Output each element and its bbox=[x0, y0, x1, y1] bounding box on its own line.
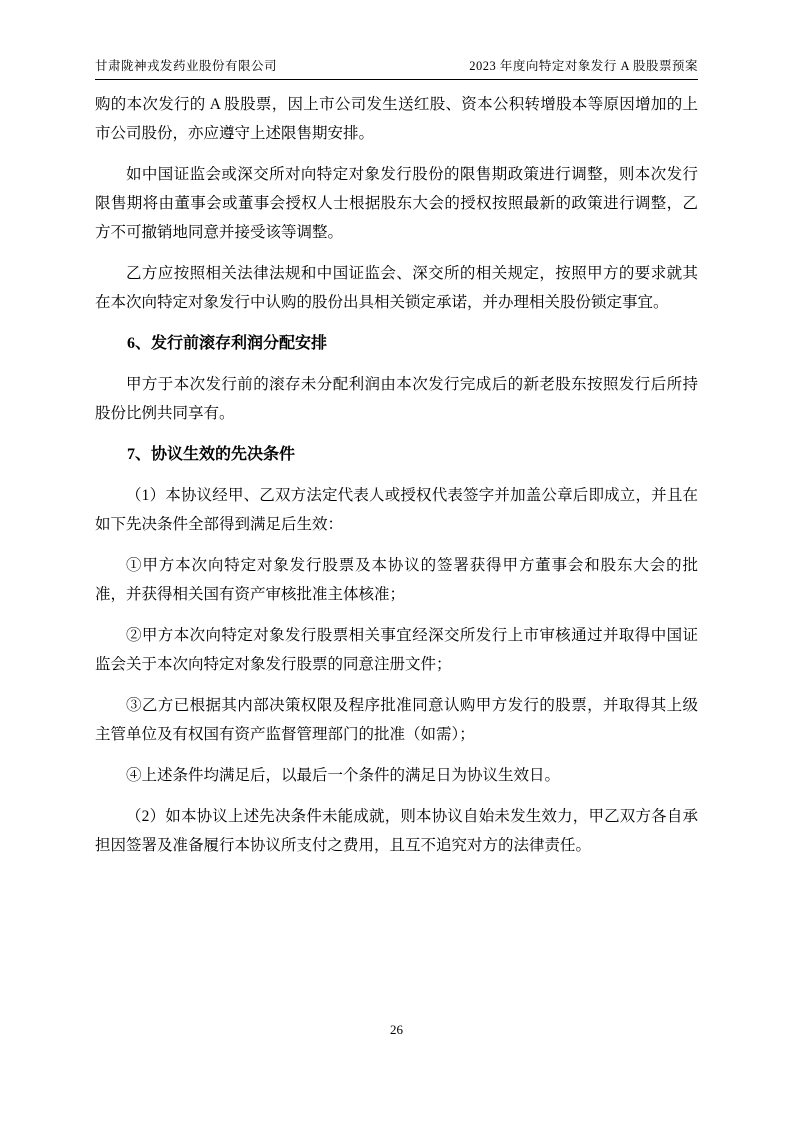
page-header bbox=[95, 56, 698, 80]
paragraph: 甲方于本次发行前的滚存未分配利润由本次发行完成后的新老股东按照发行后所持股份比例共同享有。 bbox=[95, 376, 698, 422]
paragraph: 乙方应按照相关法律法规和中国证监会、深交所的相关规定，按照甲方的要求就其在本次向特定对象发行中认购的股份出具相关锁定承诺，并办理相关股份锁定事宜。 bbox=[95, 265, 698, 311]
header-document-title: 2023 年度向特定对象发行 A 股股票预案 bbox=[469, 59, 698, 73]
page-footer bbox=[0, 1022, 793, 1038]
paragraph: （1）本协议经甲、乙双方法定代表人或授权代表签字并加盖公章后即成立，并且在如下先决条件全部得到满足后生效： bbox=[95, 487, 698, 533]
document-body bbox=[95, 90, 698, 872]
paragraph-item-2: ②甲方本次向特定对象发行股票相关事宜经深交所发行上市审核通过并取得中国证监会关于本次向特定对象发行股票的同意注册文件； bbox=[95, 627, 698, 673]
paragraph-item-1: ①甲方本次向特定对象发行股票及本协议的签署获得甲方董事会和股东大会的批准，并获得相关国有资产审核批准主体核准； bbox=[95, 557, 698, 603]
page-number: 26 bbox=[390, 1022, 403, 1037]
paragraph: 如中国证监会或深交所对向特定对象发行股份的限售期政策进行调整，则本次发行限售期将由董事会或董事会授权人士根据股东大会的授权按照最新的政策进行调整，乙方不可撤销地同意并接受该等调整。 bbox=[95, 166, 698, 241]
section-heading-7: 7、协议生效的先决条件 bbox=[127, 446, 296, 463]
paragraph-item-3: ③乙方已根据其内部决策权限及程序批准同意认购甲方发行的股票，并取得其上级主管单位及有权国有资产监督管理部门的批准（如需）； bbox=[95, 697, 698, 743]
paragraph-item-4: ④上述条件均满足后，以最后一个条件的满足日为协议生效日。 bbox=[126, 767, 561, 784]
header-company-name: 甘肃陇神戎发药业股份有限公司 bbox=[95, 59, 278, 73]
section-heading-6: 6、发行前滚存利润分配安排 bbox=[127, 335, 328, 352]
paragraph-continued: 购的本次发行的 A 股股票，因上市公司发生送红股、资本公积转增股本等原因增加的上市公司股份，亦应遵守上述限售期安排。 bbox=[95, 96, 698, 142]
paragraph: （2）如本协议上述先决条件未能成就，则本协议自始未发生效力，甲乙双方各自承担因签署及准备履行本协议所支付之费用，且互不追究对方的法律责任。 bbox=[95, 808, 698, 854]
